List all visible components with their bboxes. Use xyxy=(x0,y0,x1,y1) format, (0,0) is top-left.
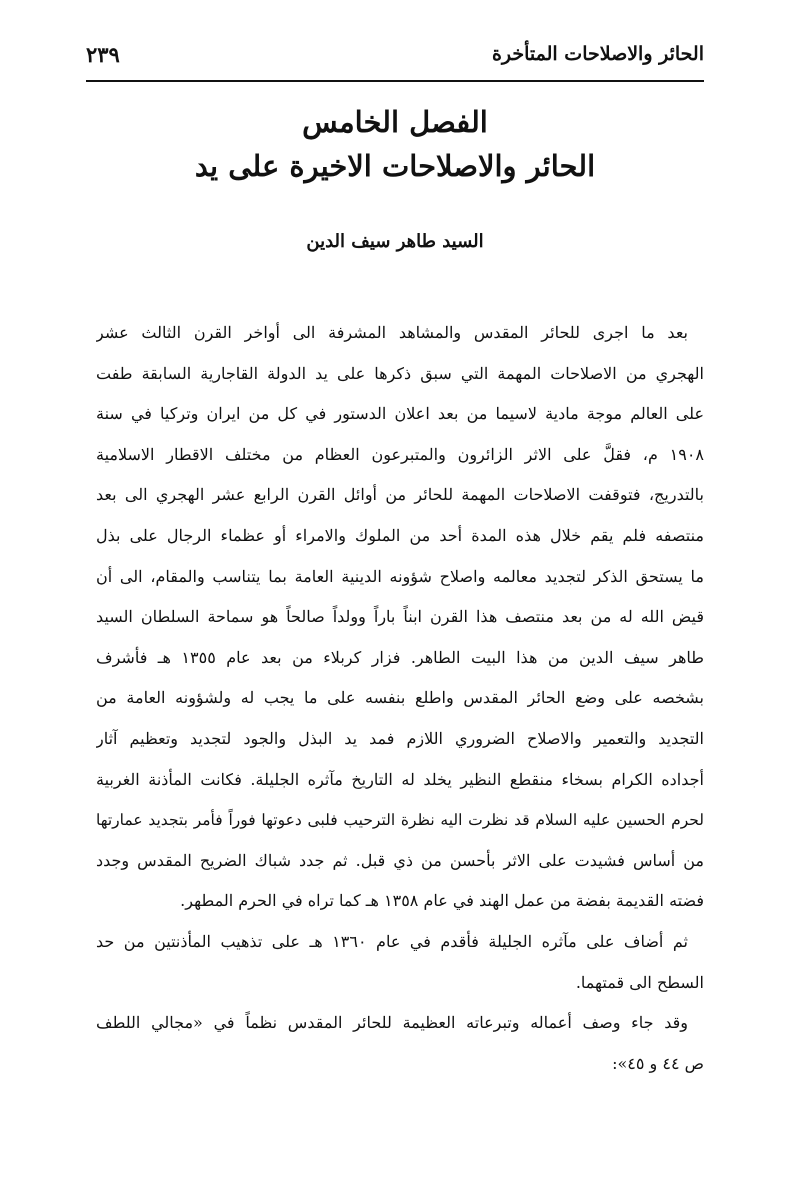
page-number: ٢٣٩ xyxy=(86,41,120,67)
chapter-title: الحائر والاصلاحات الاخيرة على يد xyxy=(194,149,596,183)
text-line: الهجري من الاصلاحات المهمة التي سبق ذكرها على يد الدولة القاجارية السابقة طفت xyxy=(96,363,704,383)
text-line: قيض الله له من بعد منتصف هذا القرن ابناً باراً وولداً صالحاً هو سماحة السلطان السيد xyxy=(96,607,704,627)
text-line: ثم أضاف على مآثره الجليلة فأقدم في عام ١٣٦٠ هـ على تذهيب المأذنتين من حد xyxy=(96,931,689,951)
text-line: طاهر سيف الدين من هذا البيت الطاهر. فزار كربلاء من بعد عام ١٣٥٥ هـ فأشرف xyxy=(96,647,704,667)
chapter-heading xyxy=(86,100,704,188)
body-text xyxy=(96,313,704,1084)
running-title: الحائر والاصلاحات المتأخرة xyxy=(491,43,704,65)
text-line: التجديد والتعمير والاصلاح الضروري اللازم فمد يد البذل والجود لتجديد وتعظيم آثار xyxy=(96,728,704,748)
text-line: أجداده الكرام بسخاء منقطع النظير يخلد له التاريخ مآثره الجليلة. فكانت المأذنة الغربية xyxy=(96,769,704,789)
text-line: بالتدريج، فتوقفت الاصلاحات المهمة للحائر من أوائل القرن الرابع عشر الهجري الى بعد xyxy=(96,485,704,505)
text-line: ما يستحق الذكر لتجديد معالمه واصلاح شؤونه الدينية العامة بما يتناسب والمقام، الى أن xyxy=(96,566,704,586)
text-line: لحرم الحسين عليه السلام قد نظرت اليه نظرة الترحيب فلبى دعوتها فوراً فأمر بتجديد عمارتها xyxy=(96,811,704,830)
text-line: ص ٤٤ و ٤٥»: xyxy=(612,1053,704,1073)
author-name: السيد طاهر سيف الدين xyxy=(306,231,484,252)
text-line: فضته القديمة بفضة من عمل الهند في عام ١٣٥٨ هـ كما تراه في الحرم المطهر. xyxy=(180,891,704,911)
text-line: وقد جاء وصف أعماله وتبرعاته العظيمة للحائر المقدس نظماً في «مجالي اللطف xyxy=(96,1013,688,1033)
text-line: بعد ما اجرى للحائر المقدس والمشاهد المشرفة الى أواخر القرن الثالث عشر xyxy=(96,323,688,342)
running-header xyxy=(86,34,704,74)
text-line: منتصفه فلم يقم خلال هذه المدة أحد من الملوك والامراء أو عظماء الرجال على بذل xyxy=(96,525,704,545)
text-line: السطح الى قمتهما. xyxy=(575,972,704,992)
text-line: بشخصه على وضع الحائر المقدس واطلع بنفسه على ما يجب له ولشؤونه العامة من xyxy=(96,688,704,708)
text-line: على العالم موجة مادية لاسيما من بعد اعلان الدستور في كل من ايران وتركيا في سنة xyxy=(96,404,704,424)
text-line: من أساس فشيدت على الاثر بأحسن من ذي قبل. ثم جدد شباك الضريح المقدس وجدد xyxy=(96,850,704,870)
text-line: ١٩٠٨ م، فقلَّ على الاثر الزائرون والمتبرعون العظام من مختلف الاقطار الاسلامية xyxy=(96,444,704,464)
header-divider xyxy=(86,80,704,82)
chapter-number: الفصل الخامس xyxy=(302,105,488,139)
